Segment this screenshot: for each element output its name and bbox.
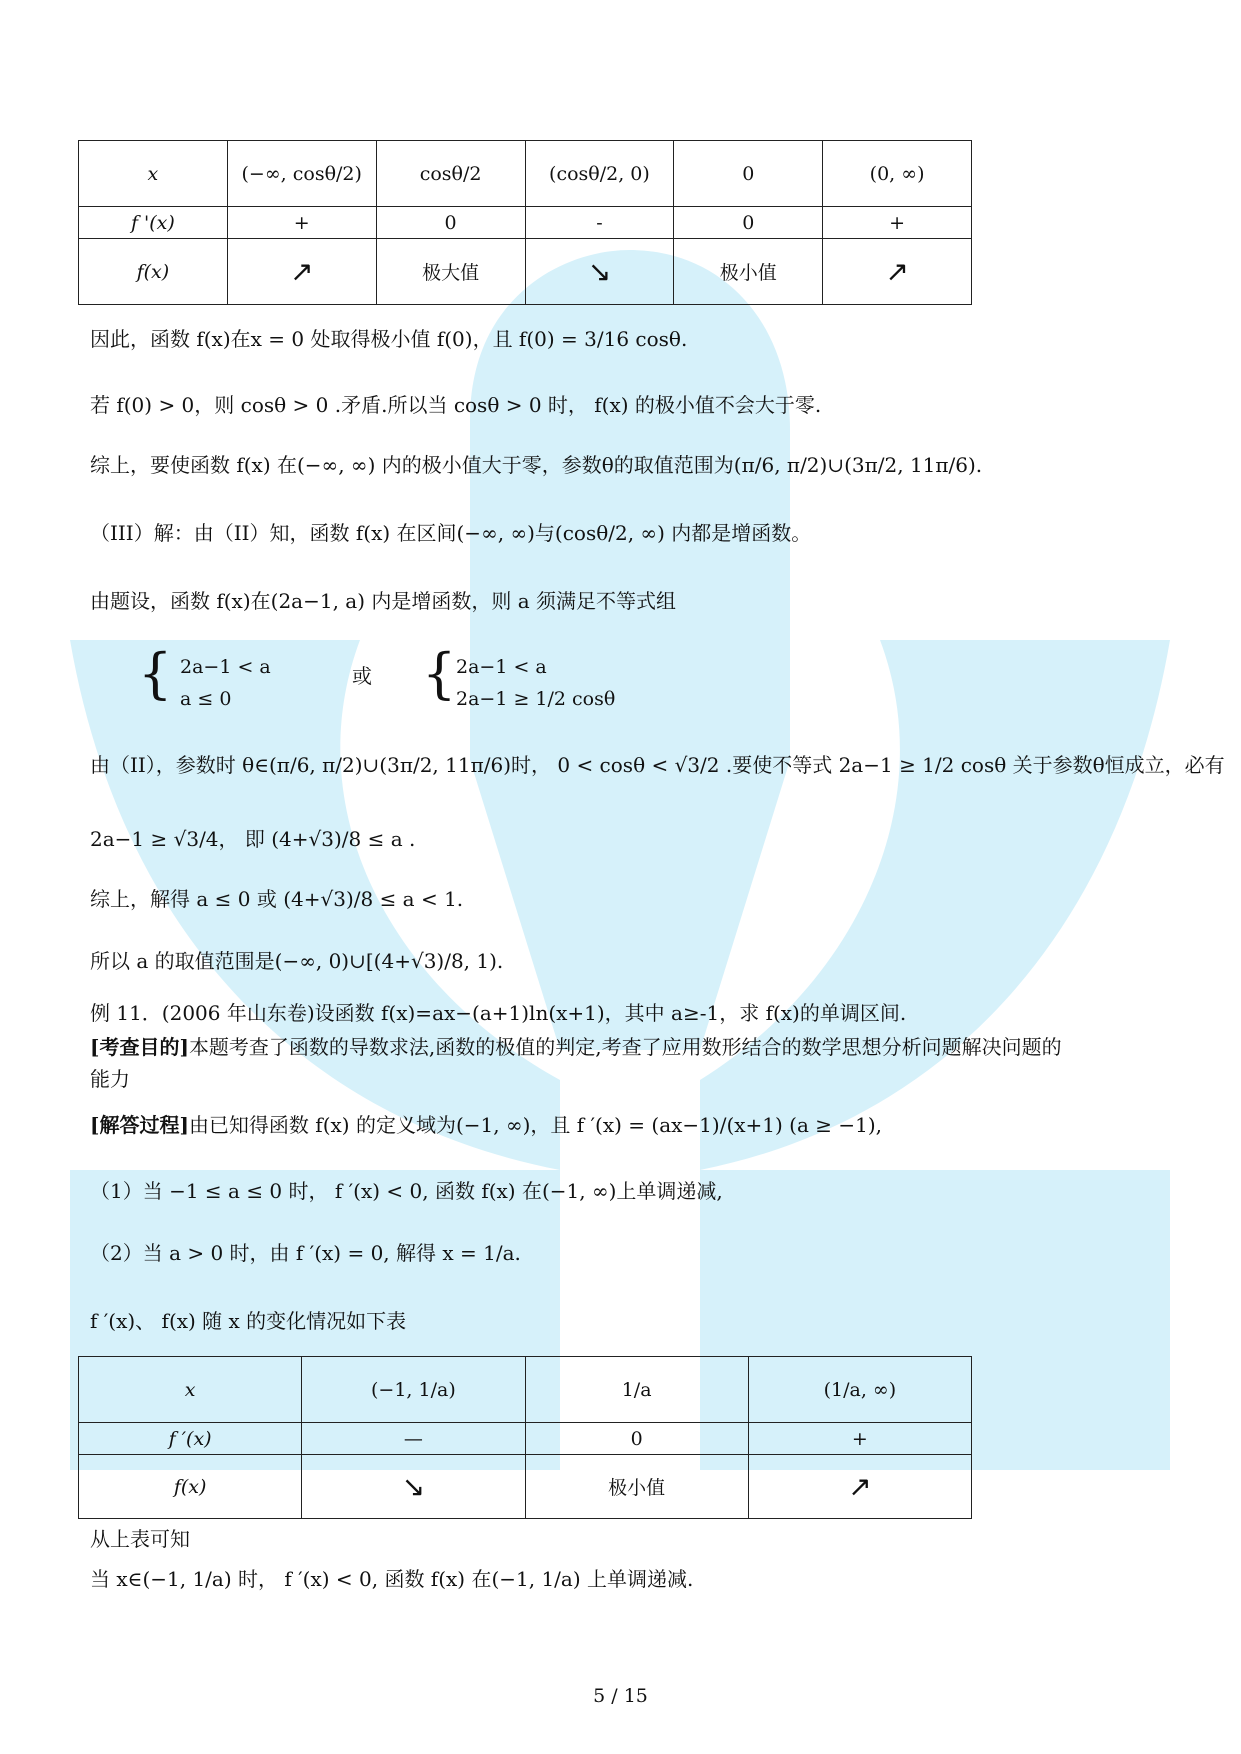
increasing-arrow-icon: ↗ [227,239,376,305]
inequality: 2a−1 ≥ 1/2 cosθ [456,688,616,710]
or-label: 或 [352,664,372,688]
text-line: 由（II），参数时 θ∈(π/6, π/2)∪(3π/2, 11π/6)时， 0 < cosθ < √3/2 .要使不等式 2a−1 ≥ 1/2 cosθ 关于参数θ恒成立，必有 [90,753,1225,777]
table-cell: 极大值 [376,239,525,305]
table-cell: f ′(x) [79,1423,302,1455]
table-cell: (0, ∞) [823,141,972,207]
text-line: f ′(x)、 f(x) 随 x 的变化情况如下表 [90,1309,407,1333]
table-row [79,207,972,239]
table-cell: + [227,207,376,239]
text-line: 综上，要使函数 f(x) 在(−∞, ∞) 内的极小值大于零，参数θ的取值范围为(π/6, π/2)∪(3π/2, 11π/6). [90,453,983,477]
table-cell: 0 [525,1423,748,1455]
text-line: 由题设，函数 f(x)在(2a−1, a) 内是增函数，则 a 须满足不等式组 [90,589,677,613]
decreasing-arrow-icon: ↘ [525,239,674,305]
table-cell: + [823,207,972,239]
text-line: 能力 [90,1067,130,1091]
table-row [79,141,972,207]
table-cell: 1/a [525,1357,748,1423]
section-text: 由已知得函数 f(x) 的定义域为(−1, ∞)，且 f ′(x) = (ax−1)/(x+1) (a ≥ −1), [188,1113,883,1137]
table-cell: f(x) [79,1455,302,1519]
text-line: 综上，解得 a ≤ 0 或 (4+√3)/8 ≤ a < 1. [90,887,464,911]
section-label: [考查目的] [90,1035,189,1059]
inequality: a ≤ 0 [180,688,232,710]
table-cell: f '(x) [79,207,228,239]
table-cell: 0 [674,207,823,239]
text-line [90,1034,1062,1060]
table-row [79,1455,972,1519]
table-cell: (1/a, ∞) [748,1357,971,1423]
table-cell: x [79,1357,302,1423]
table-cell: - [525,207,674,239]
text-line: （III）解：由（II）知，函数 f(x) 在区间(−∞, ∞)与(cosθ/2, ∞) 内都是增函数。 [90,521,812,545]
text-line: 因此，函数 f(x)在x = 0 处取得极小值 f(0)，且 f(0) = 3/16 cosθ. [90,327,688,351]
table-cell: x [79,141,228,207]
section-label: [解答过程] [90,1113,189,1137]
table-cell: 0 [376,207,525,239]
table-cell: (cosθ/2, 0) [525,141,674,207]
increasing-arrow-icon: ↗ [748,1455,971,1519]
table-cell: cosθ/2 [376,141,525,207]
text-line: 从上表可知 [90,1527,190,1551]
variation-table-2 [78,1356,972,1519]
table-cell: + [748,1423,971,1455]
text-line: 所以 a 的取值范围是(−∞, 0)∪[(4+√3)/8, 1). [90,949,504,973]
table-cell: (−∞, cosθ/2) [227,141,376,207]
table-cell: 极小值 [525,1455,748,1519]
variation-table-1 [78,140,972,305]
increasing-arrow-icon: ↗ [823,239,972,305]
text-line: 2a−1 ≥ √3/4， 即 (4+√3)/8 ≤ a . [90,827,416,851]
table-row [79,1423,972,1455]
table-cell: — [302,1423,525,1455]
left-brace-icon: { [422,642,457,705]
table-row [79,239,972,305]
decreasing-arrow-icon: ↘ [302,1455,525,1519]
text-line: （1）当 −1 ≤ a ≤ 0 时， f ′(x) < 0, 函数 f(x) 在(−1, ∞)上单调递减, [90,1179,723,1203]
example-heading: 例 11．(2006 年山东卷)设函数 f(x)=ax−(a+1)ln(x+1)，其中 a≥-1，求 f(x)的单调区间. [90,1001,907,1025]
table-cell: f(x) [79,239,228,305]
inequality: 2a−1 < a [180,656,271,678]
text-line [90,1112,882,1138]
section-text: 本题考查了函数的导数求法,函数的极值的判定,考查了应用数形结合的数学思想分析问题解决问题的 [188,1035,1062,1059]
inequality-system-right [456,651,615,715]
left-brace-icon: { [138,642,173,705]
inequality: 2a−1 < a [456,656,547,678]
inequality-system-left [180,651,271,715]
table-cell: 0 [674,141,823,207]
text-line: 当 x∈(−1, 1/a) 时， f ′(x) < 0, 函数 f(x) 在(−1, 1/a) 上单调递减. [90,1567,694,1591]
table-row [79,1357,972,1423]
page-number: 5 / 15 [593,1685,648,1707]
text-line: 若 f(0) > 0，则 cosθ > 0 .矛盾.所以当 cosθ > 0 时， f(x) 的极小值不会大于零. [90,393,822,417]
table-cell: (−1, 1/a) [302,1357,525,1423]
table-cell: 极小值 [674,239,823,305]
text-line: （2）当 a > 0 时，由 f ′(x) = 0, 解得 x = 1/a. [90,1241,521,1265]
